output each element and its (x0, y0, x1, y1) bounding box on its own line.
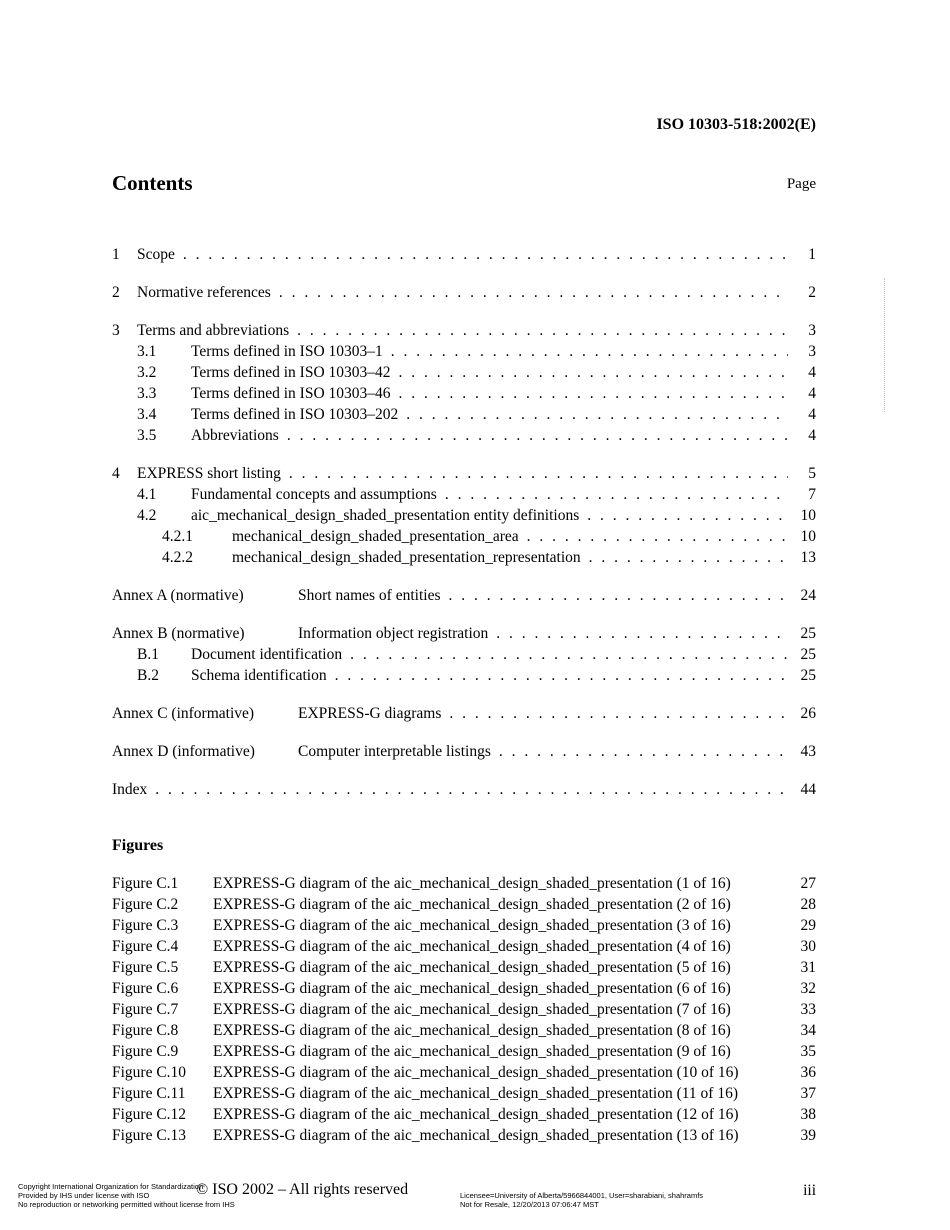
dot-leader (587, 507, 788, 525)
toc-entry-b-2[interactable] (112, 667, 816, 688)
figure-entry[interactable] (112, 917, 816, 938)
toc-entry-page: 25 (800, 646, 816, 663)
figure-page: 34 (800, 1022, 816, 1039)
figure-page: 38 (800, 1106, 816, 1123)
toc-entry-number: Annex C (informative) (112, 705, 255, 722)
toc-entry-b-1[interactable] (112, 646, 816, 667)
figure-entry[interactable] (112, 1085, 816, 1106)
toc-entry-title: Terms defined in ISO 10303–42 (191, 364, 391, 381)
dot-leader (350, 646, 788, 664)
toc-entry-4-2-2[interactable] (112, 549, 816, 570)
toc-entry-annex-a[interactable] (112, 587, 816, 608)
toc-entry-3-2[interactable] (112, 364, 816, 385)
figure-entry[interactable] (112, 1064, 816, 1085)
toc-entry-terms-and-abbreviations[interactable] (112, 322, 816, 343)
toc-entry-page: 4 (808, 364, 816, 381)
dot-leader (406, 406, 788, 424)
figure-entry[interactable] (112, 896, 816, 917)
figure-title: EXPRESS-G diagram of the aic_mechanical_design_shaded_presentation (7 of 16) (213, 1001, 731, 1018)
figure-title: EXPRESS-G diagram of the aic_mechanical_design_shaded_presentation (5 of 16) (213, 959, 731, 976)
figure-number: Figure C.9 (112, 1043, 179, 1060)
copyright-line: No reproduction or networking permitted without license from IHS (18, 1200, 235, 1209)
toc-entry-page: 25 (800, 667, 816, 684)
figures-heading: Figures (112, 837, 164, 854)
toc-entry-number: 4 (112, 465, 120, 482)
figure-number: Figure C.3 (112, 917, 179, 934)
margin-watermark-mark (884, 278, 886, 412)
figure-title: EXPRESS-G diagram of the aic_mechanical_design_shaded_presentation (6 of 16) (213, 980, 731, 997)
figure-title: EXPRESS-G diagram of the aic_mechanical_design_shaded_presentation (8 of 16) (213, 1022, 731, 1039)
dot-leader (287, 427, 788, 445)
figure-number: Figure C.13 (112, 1127, 187, 1144)
figure-entry[interactable] (112, 980, 816, 1001)
figure-page: 28 (800, 896, 816, 913)
toc-entry-number: 2 (112, 284, 120, 301)
toc-entry-3-3[interactable] (112, 385, 816, 406)
toc-entry-page: 10 (800, 507, 816, 524)
footer-copyright (18, 1182, 235, 1209)
toc-entry-number: 1 (112, 246, 120, 263)
figure-number: Figure C.6 (112, 980, 179, 997)
toc-entry-4-2-1[interactable] (112, 528, 816, 549)
toc-entry-number: 3 (112, 322, 120, 339)
figure-page: 39 (800, 1127, 816, 1144)
toc-entry-title: Schema identification (191, 667, 327, 684)
toc-entry-page: 4 (808, 406, 816, 423)
figure-number: Figure C.1 (112, 875, 179, 892)
footer-license (460, 1191, 703, 1209)
list-of-figures (112, 875, 816, 1148)
toc-entry-title: mechanical_design_shaded_presentation_area (232, 528, 519, 545)
toc-entry-3-1[interactable] (112, 343, 816, 364)
figure-title: EXPRESS-G diagram of the aic_mechanical_design_shaded_presentation (9 of 16) (213, 1043, 731, 1060)
figure-page: 31 (800, 959, 816, 976)
toc-entry-4-2[interactable] (112, 507, 816, 528)
toc-entry-page: 2 (808, 284, 816, 301)
toc-entry-annex-b[interactable] (112, 625, 816, 646)
figure-page: 32 (800, 980, 816, 997)
toc-entry-title: Normative references (137, 284, 271, 301)
toc-entry-page: 26 (800, 705, 816, 722)
toc-entry-page: 1 (808, 246, 816, 263)
toc-entry-title: Terms and abbreviations (137, 322, 290, 339)
toc-entry-number: 4.2.1 (162, 528, 193, 545)
toc-entry-page: 43 (800, 743, 816, 760)
figure-entry[interactable] (112, 1022, 816, 1043)
toc-entry-title: aic_mechanical_design_shaded_presentation entity definitions (191, 507, 580, 524)
toc-entry-number: Annex D (informative) (112, 743, 255, 760)
figure-page: 33 (800, 1001, 816, 1018)
figure-title: EXPRESS-G diagram of the aic_mechanical_design_shaded_presentation (4 of 16) (213, 938, 731, 955)
toc-entry-page: 24 (800, 587, 816, 604)
figure-entry[interactable] (112, 1106, 816, 1127)
toc-entry-page: 4 (808, 385, 816, 402)
toc-entry-page: 5 (808, 465, 816, 482)
dot-leader (279, 284, 788, 302)
toc-entry-page: 10 (800, 528, 816, 545)
dot-leader (183, 246, 788, 264)
figure-title: EXPRESS-G diagram of the aic_mechanical_design_shaded_presentation (2 of 16) (213, 896, 731, 913)
figure-number: Figure C.12 (112, 1106, 187, 1123)
dot-leader (399, 364, 788, 382)
dot-leader (499, 743, 788, 761)
figure-entry[interactable] (112, 1001, 816, 1022)
figure-title: EXPRESS-G diagram of the aic_mechanical_design_shaded_presentation (12 of 16) (213, 1106, 739, 1123)
dot-leader (589, 549, 788, 567)
footer-rights: © ISO 2002 – All rights reserved (196, 1181, 409, 1198)
contents-title: Contents (112, 171, 193, 195)
dot-leader (449, 705, 788, 723)
dot-leader (289, 465, 788, 483)
figure-entry[interactable] (112, 938, 816, 959)
toc-entry-number: 3.4 (137, 406, 157, 423)
document-id: ISO 10303-518:2002(E) (656, 116, 816, 133)
page-column-label: Page (786, 176, 816, 192)
dot-leader (335, 667, 788, 685)
toc-entry-number: Annex A (normative) (112, 587, 244, 604)
license-line: Licensee=University of Alberta/5966844001, User=sharabiani, shahramfs (460, 1191, 704, 1200)
dot-leader (527, 528, 788, 546)
figure-title: EXPRESS-G diagram of the aic_mechanical_design_shaded_presentation (13 of 16) (213, 1127, 739, 1144)
toc-entry-page: 25 (800, 625, 816, 642)
toc-entry-page: 7 (808, 486, 816, 503)
table-of-contents (112, 246, 816, 802)
figure-number: Figure C.7 (112, 1001, 179, 1018)
toc-entry-title: Fundamental concepts and assumptions (191, 486, 437, 503)
toc-entry-page: 3 (808, 343, 816, 360)
toc-entry-title: Short names of entities (298, 587, 441, 604)
figure-page: 37 (800, 1085, 816, 1102)
toc-entry-page: 4 (808, 427, 816, 444)
figure-page: 35 (800, 1043, 816, 1060)
toc-entry-page: 3 (808, 322, 816, 339)
toc-entry-3-5[interactable] (112, 427, 816, 448)
dot-leader (449, 587, 789, 605)
toc-entry-title: mechanical_design_shaded_presentation_representation (232, 549, 581, 566)
figure-title: EXPRESS-G diagram of the aic_mechanical_design_shaded_presentation (11 of 16) (213, 1085, 738, 1102)
figure-number: Figure C.11 (112, 1085, 186, 1102)
figure-page: 30 (800, 938, 816, 955)
toc-entry-number: 4.1 (137, 486, 157, 503)
toc-entry-scope[interactable] (112, 246, 816, 267)
toc-entry-number: Annex B (normative) (112, 625, 245, 642)
toc-entry-number: 3.1 (137, 343, 157, 360)
dot-leader (496, 625, 788, 643)
toc-entry-title: Information object registration (298, 625, 489, 642)
toc-entry-page: 44 (800, 781, 816, 798)
figure-page: 29 (800, 917, 816, 934)
copyright-line: Copyright International Organization for Standardization (18, 1182, 204, 1191)
page-number: iii (803, 1182, 816, 1199)
toc-entry-title: EXPRESS short listing (137, 465, 281, 482)
figure-entry[interactable] (112, 1127, 816, 1148)
toc-entry-4-1[interactable] (112, 486, 816, 507)
toc-entry-3-4[interactable] (112, 406, 816, 427)
figure-entry[interactable] (112, 875, 816, 896)
figure-entry[interactable] (112, 1043, 816, 1064)
toc-entry-number: 3.5 (137, 427, 157, 444)
toc-entry-title: Terms defined in ISO 10303–1 (191, 343, 383, 360)
dot-leader (399, 385, 788, 403)
figure-title: EXPRESS-G diagram of the aic_mechanical_design_shaded_presentation (3 of 16) (213, 917, 731, 934)
toc-entry-number: 4.2.2 (162, 549, 193, 566)
toc-entry-number: 3.2 (137, 364, 157, 381)
toc-entry-page: 13 (800, 549, 816, 566)
figure-number: Figure C.5 (112, 959, 179, 976)
toc-entry-number: 4.2 (137, 507, 157, 524)
toc-entry-title: Terms defined in ISO 10303–202 (191, 406, 399, 423)
toc-entry-normative-references[interactable] (112, 284, 816, 305)
toc-entry-annex-d[interactable] (112, 743, 816, 764)
toc-entry-number: 3.3 (137, 385, 157, 402)
dot-leader (445, 486, 788, 504)
figure-entry[interactable] (112, 959, 816, 980)
toc-entry-index[interactable] (112, 781, 816, 802)
toc-entry-title: EXPRESS-G diagrams (298, 705, 442, 722)
figure-page: 27 (800, 875, 816, 892)
toc-entry-annex-c[interactable] (112, 705, 816, 726)
figure-number: Figure C.4 (112, 938, 179, 955)
copyright-line: Provided by IHS under license with ISO (18, 1191, 150, 1200)
figure-title: EXPRESS-G diagram of the aic_mechanical_design_shaded_presentation (10 of 16) (213, 1064, 739, 1081)
toc-entry-title: Index (112, 781, 148, 798)
figure-title: EXPRESS-G diagram of the aic_mechanical_design_shaded_presentation (1 of 16) (213, 875, 731, 892)
toc-entry-title: Computer interpretable listings (298, 743, 491, 760)
toc-entry-title: Document identification (191, 646, 343, 663)
figure-number: Figure C.10 (112, 1064, 187, 1081)
dot-leader (297, 322, 788, 340)
toc-entry-title: Terms defined in ISO 10303–46 (191, 385, 391, 402)
toc-entry-express-short-listing[interactable] (112, 465, 816, 486)
dot-leader (391, 343, 788, 361)
figure-page: 36 (800, 1064, 816, 1081)
figure-number: Figure C.2 (112, 896, 179, 913)
figure-number: Figure C.8 (112, 1022, 179, 1039)
toc-entry-title: Scope (137, 246, 175, 263)
dot-leader (155, 781, 788, 799)
toc-entry-number: B.2 (137, 667, 159, 684)
toc-entry-title: Abbreviations (191, 427, 279, 444)
toc-entry-number: B.1 (137, 646, 159, 663)
license-line: Not for Resale, 12/20/2013 07:06:47 MST (460, 1200, 599, 1209)
